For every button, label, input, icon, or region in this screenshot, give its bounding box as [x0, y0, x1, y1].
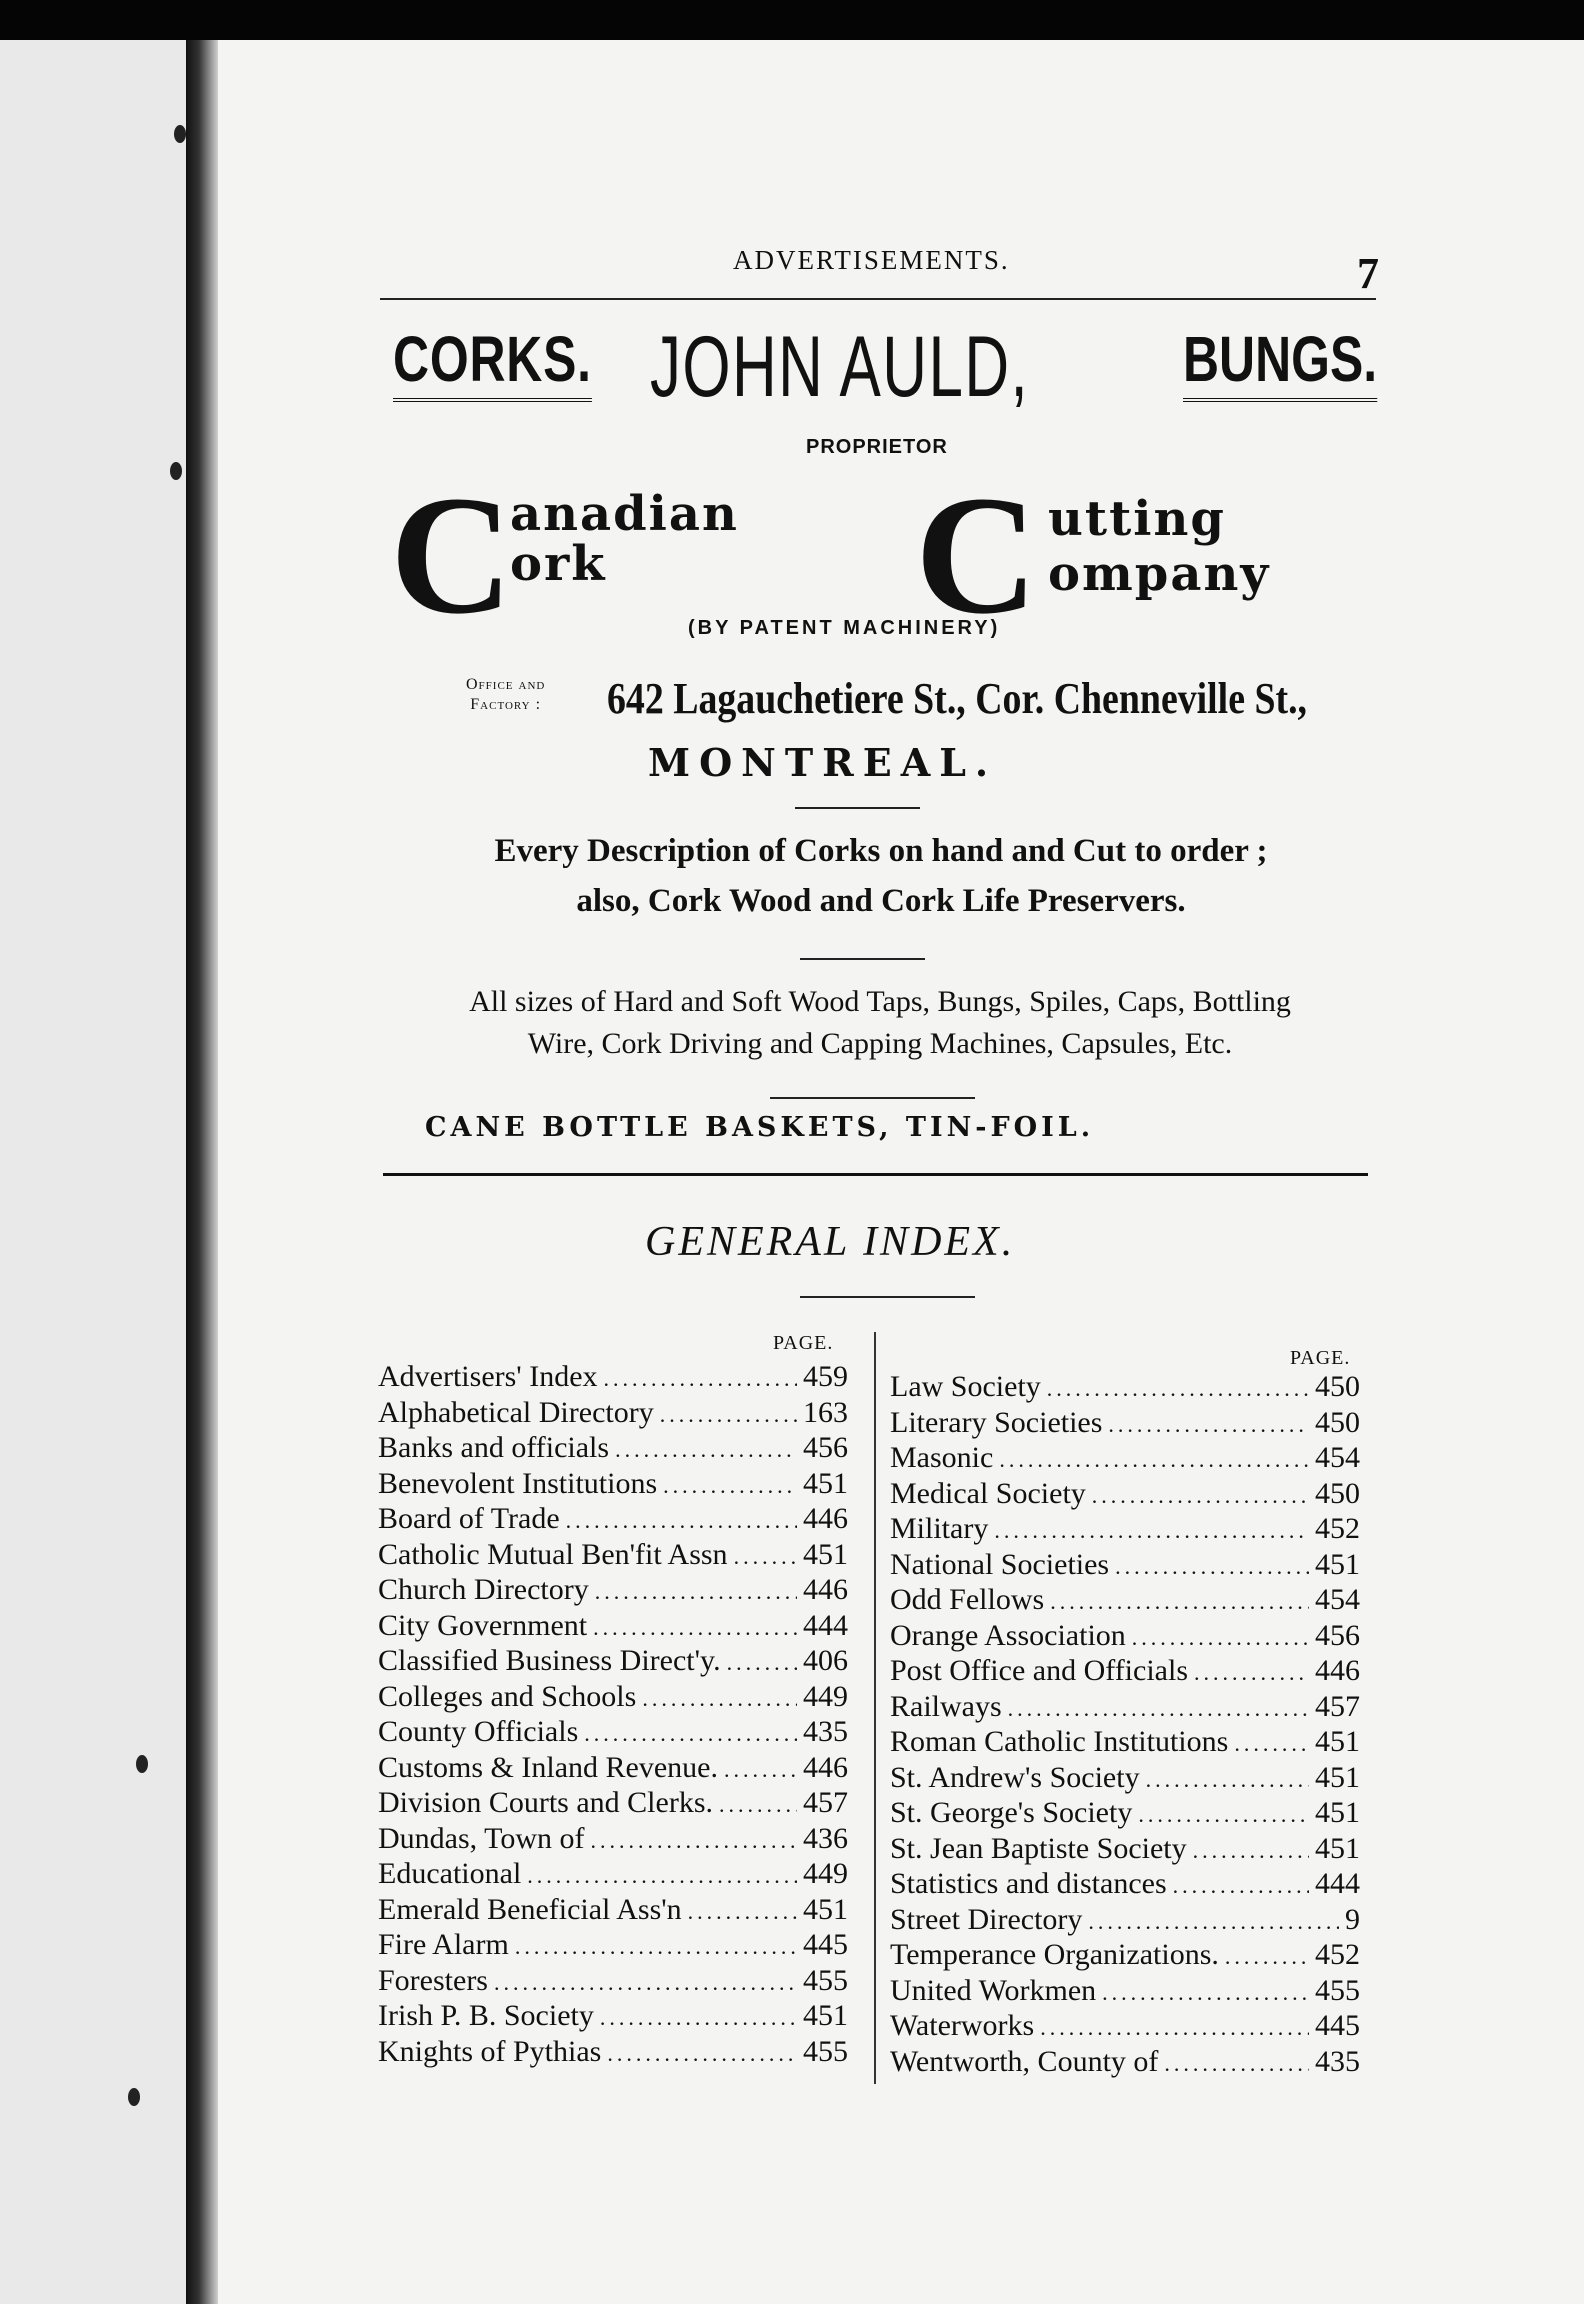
dot-leader	[615, 1437, 797, 1463]
index-entry	[890, 1619, 1360, 1654]
index-entry	[378, 1644, 848, 1679]
dot-leader	[1102, 1980, 1309, 2006]
dot-leader	[1050, 1589, 1309, 1615]
index-page-header-left: PAGE.	[773, 1332, 834, 1354]
index-entry-page: 163	[803, 1395, 848, 1429]
index-entry-page: 9	[1345, 1902, 1360, 1936]
index-entry-name: Statistics and distances	[890, 1867, 1167, 1900]
index-entry-name: Orange Association	[890, 1618, 1126, 1652]
dot-leader	[1234, 1731, 1309, 1757]
dot-leader	[734, 1544, 797, 1570]
ad-bottom-rule	[383, 1173, 1368, 1176]
dot-leader	[1164, 2051, 1309, 2077]
index-entry	[378, 1893, 848, 1928]
index-entry-page: 445	[803, 1928, 848, 1961]
index-entry	[378, 2035, 848, 2070]
scan-speck	[174, 125, 186, 143]
index-entry	[378, 1431, 848, 1466]
index-entry-page: 444	[803, 1608, 848, 1642]
index-entry-page: 451	[1315, 1796, 1360, 1829]
dot-leader	[1047, 1376, 1309, 1402]
company-word-cutting: utting	[1048, 491, 1226, 547]
index-entry-page: 451	[803, 1999, 848, 2032]
ad-address: 642 Lagauchetiere St., Cor. Chenneville St.,	[607, 674, 1308, 723]
index-entry	[890, 1974, 1360, 2009]
dot-leader	[1008, 1696, 1309, 1722]
index-entry-name: Emerald Beneficial Ass'n	[378, 1892, 682, 1926]
index-entry-name: County Officials	[378, 1715, 579, 1748]
index-entry	[890, 1725, 1360, 1760]
index-entry-page: 456	[803, 1431, 848, 1464]
index-entry-name: Colleges and Schools	[378, 1679, 637, 1713]
dot-leader	[1194, 1660, 1309, 1686]
index-entry-page: 452	[1315, 1512, 1360, 1545]
index-entry-name: Medical Society	[890, 1476, 1086, 1510]
company-word-canadian: anadian	[510, 486, 739, 542]
index-entry-name: Classified Business Direct'y.	[378, 1644, 721, 1677]
dot-leader	[1108, 1412, 1309, 1438]
index-entry-name: Benevolent Institutions	[378, 1466, 658, 1500]
office-label-line2: Factory :	[470, 696, 542, 713]
dot-leader	[1225, 1944, 1309, 1970]
office-label-line1: Office and	[466, 676, 546, 693]
dot-leader	[724, 1757, 797, 1783]
index-entry	[890, 1441, 1360, 1476]
index-entry-page: 452	[1315, 1938, 1360, 1971]
index-entry-page: 454	[1315, 1583, 1360, 1616]
index-entry-name: Customs & Inland Revenue.	[378, 1750, 718, 1784]
index-entry-page: 435	[803, 1715, 848, 1748]
dot-leader	[566, 1508, 797, 1534]
dot-leader	[719, 1792, 797, 1818]
index-entry-page: 444	[1315, 1867, 1360, 1900]
dot-leader	[727, 1650, 797, 1676]
index-entry	[890, 1832, 1360, 1867]
index-entry-page: 455	[1315, 1973, 1360, 2007]
index-entry-page: 451	[803, 1466, 848, 1500]
dot-leader	[1092, 1483, 1309, 1509]
index-entry-page: 436	[803, 1821, 848, 1855]
dot-leader	[688, 1899, 797, 1925]
index-entry-page: 455	[803, 2034, 848, 2068]
index-entry-page: 457	[803, 1786, 848, 1819]
index-title: GENERAL INDEX.	[645, 1219, 1016, 1265]
dot-leader	[1138, 1802, 1309, 1828]
index-entry-page: 450	[1315, 1405, 1360, 1439]
divider-short	[800, 958, 925, 960]
index-entry	[890, 1477, 1360, 1512]
ad-city: MONTREAL.	[648, 740, 998, 785]
dot-leader	[999, 1447, 1309, 1473]
index-entry-name: United Workmen	[890, 1973, 1097, 2007]
index-entry-name: Literary Societies	[890, 1405, 1103, 1439]
ad-sizes-line2: Wire, Cork Driving and Capping Machines, Capsules, Etc.	[527, 1027, 1233, 1060]
index-entry	[378, 1609, 848, 1644]
index-entry	[378, 1467, 848, 1502]
dot-leader	[994, 1518, 1309, 1544]
index-entry-page: 406	[803, 1644, 848, 1677]
index-entry	[378, 1396, 848, 1431]
dot-leader	[494, 1970, 797, 1996]
index-entry-page: 457	[1315, 1689, 1360, 1723]
index-entry-name: Masonic	[890, 1441, 994, 1474]
index-entry-page: 451	[1315, 1547, 1360, 1581]
index-entry	[378, 1502, 848, 1537]
dot-leader	[1088, 1909, 1339, 1935]
index-entry-page: 435	[1315, 2044, 1360, 2078]
index-entry-name: Odd Fellows	[890, 1583, 1045, 1616]
index-entry-page: 446	[803, 1750, 848, 1784]
index-entry	[890, 1903, 1360, 1938]
index-entry-name: Foresters	[378, 1963, 488, 1997]
dot-leader	[663, 1473, 797, 1499]
company-word-company: ompany	[1048, 546, 1271, 602]
dot-leader	[595, 1579, 797, 1605]
dot-leader	[1132, 1625, 1309, 1651]
index-entry-name: Church Directory	[378, 1573, 589, 1606]
dot-leader	[527, 1863, 797, 1889]
index-entry-page: 446	[1315, 1654, 1360, 1687]
index-entry-name: Railways	[890, 1689, 1002, 1723]
index-entry	[890, 1867, 1360, 1902]
index-entry	[890, 1512, 1360, 1547]
index-entry	[378, 1715, 848, 1750]
index-entry-name: St. Jean Baptiste Society	[890, 1831, 1187, 1865]
index-entry-name: Fire Alarm	[378, 1928, 509, 1961]
ad-cane-line: CANE BOTTLE BASKETS, TIN-FOIL.	[425, 1112, 1095, 1143]
dot-leader	[642, 1686, 797, 1712]
scan-speck	[128, 2088, 140, 2106]
index-entry-page: 451	[803, 1892, 848, 1926]
index-entry-page: 454	[1315, 1441, 1360, 1474]
index-entry-page: 449	[803, 1679, 848, 1713]
index-entry-page: 450	[1315, 1476, 1360, 1510]
index-entry-page: 451	[1315, 1725, 1360, 1758]
index-entry-name: St. Andrew's Society	[890, 1760, 1140, 1794]
index-entry	[378, 1999, 848, 2034]
dot-leader	[584, 1721, 797, 1747]
ad-description-line2: also, Cork Wood and Cork Life Preservers.	[576, 883, 1186, 919]
index-entry-name: Irish P. B. Society	[378, 1999, 594, 2032]
dot-leader	[600, 2005, 797, 2031]
index-entry-page: 455	[803, 1963, 848, 1997]
index-entry-name: Waterworks	[890, 2009, 1035, 2042]
index-entry-page: 450	[1315, 1370, 1360, 1403]
scan-speck	[136, 1755, 148, 1773]
dot-leader	[607, 2041, 797, 2067]
index-entry	[378, 1680, 848, 1715]
index-entry	[378, 1538, 848, 1573]
index-entry-name: Street Directory	[890, 1902, 1083, 1936]
index-entry-name: Post Office and Officials	[890, 1654, 1188, 1687]
index-entry-page: 445	[1315, 2009, 1360, 2042]
dot-leader	[1040, 2015, 1309, 2041]
index-entry	[890, 2009, 1360, 2044]
index-entry	[890, 1583, 1360, 1618]
dot-leader	[1193, 1838, 1309, 1864]
index-entry	[890, 1761, 1360, 1796]
company-word-cork: ork	[510, 536, 607, 592]
index-entry	[890, 2045, 1360, 2080]
index-entry-name: St. George's Society	[890, 1796, 1133, 1829]
index-entry-name: Alphabetical Directory	[378, 1395, 654, 1429]
index-entry-page: 451	[803, 1537, 848, 1571]
company-initial-2: C	[915, 461, 1038, 649]
ad-right-headline: BUNGS.	[1183, 322, 1377, 402]
ad-left-headline: CORKS.	[393, 322, 592, 402]
index-entry-name: Roman Catholic Institutions	[890, 1725, 1229, 1758]
index-entry	[890, 1796, 1360, 1831]
index-entry-name: National Societies	[890, 1547, 1110, 1581]
index-entry	[890, 1406, 1360, 1441]
index-entry	[890, 1654, 1360, 1689]
facing-page-edge	[0, 40, 190, 2304]
dot-leader	[1173, 1873, 1309, 1899]
index-entry-page: 456	[1315, 1618, 1360, 1652]
index-entry-name: Dundas, Town of	[378, 1821, 585, 1855]
index-entry-name: Board of Trade	[378, 1502, 560, 1535]
binding-shadow	[186, 40, 218, 2304]
office-label	[466, 675, 545, 715]
index-entry	[890, 1938, 1360, 1973]
dot-leader	[604, 1366, 797, 1392]
index-entry-page: 446	[803, 1573, 848, 1606]
index-entry	[378, 1964, 848, 1999]
scan-border-top	[0, 0, 1584, 40]
index-entry	[378, 1822, 848, 1857]
index-entry-page: 459	[803, 1360, 848, 1393]
index-entry-name: Knights of Pythias	[378, 2034, 602, 2068]
index-entry-name: Educational	[378, 1857, 522, 1890]
index-entry	[378, 1751, 848, 1786]
ad-description-line1: Every Description of Corks on hand and Cut to order ;	[494, 833, 1268, 869]
divider-short	[795, 807, 920, 809]
divider-short	[770, 1097, 975, 1099]
divider-short	[800, 1296, 975, 1298]
index-entry-name: Catholic Mutual Ben'fit Assn	[378, 1537, 728, 1571]
index-entry-name: City Government	[378, 1608, 588, 1642]
ad-role: PROPRIETOR	[806, 436, 948, 458]
index-entry-page: 446	[803, 1502, 848, 1535]
index-entry-page: 449	[803, 1857, 848, 1890]
index-entry	[890, 1370, 1360, 1405]
index-entry	[378, 1786, 848, 1821]
index-entry-page: 451	[1315, 1760, 1360, 1794]
index-entry-name: Military	[890, 1512, 989, 1545]
index-entry-name: Wentworth, County of	[890, 2044, 1159, 2078]
index-page-header-right: PAGE.	[1290, 1347, 1351, 1369]
ad-sizes-line1: All sizes of Hard and Soft Wood Taps, Bungs, Spiles, Caps, Bottling	[469, 985, 1291, 1018]
dot-leader	[1146, 1767, 1309, 1793]
index-entry	[890, 1548, 1360, 1583]
dot-leader	[593, 1615, 797, 1641]
ad-proprietor-name: JOHN AULD,	[650, 319, 1030, 415]
index-entry	[890, 1690, 1360, 1725]
index-entry-name: Law Society	[890, 1370, 1041, 1403]
index-entry-name: Banks and officials	[378, 1431, 610, 1464]
page-number: 7	[1357, 249, 1379, 298]
index-entry	[378, 1928, 848, 1963]
index-entry	[378, 1360, 848, 1395]
ad-patent-note: (BY PATENT MACHINERY)	[688, 617, 1001, 639]
header-rule	[380, 298, 1376, 300]
dot-leader	[660, 1402, 797, 1428]
company-initial-1: C	[390, 461, 513, 649]
scan-speck	[170, 462, 182, 480]
index-column-divider	[874, 1332, 876, 2084]
index-entry-name: Division Courts and Clerks.	[378, 1786, 713, 1819]
running-head: ADVERTISEMENTS.	[733, 245, 1010, 275]
index-entry	[378, 1857, 848, 1892]
dot-leader	[591, 1828, 798, 1854]
index-entry-name: Advertisers' Index	[378, 1360, 598, 1393]
dot-leader	[1115, 1554, 1309, 1580]
index-entry	[378, 1573, 848, 1608]
index-entry-page: 451	[1315, 1831, 1360, 1865]
dot-leader	[515, 1934, 797, 1960]
index-entry-name: Temperance Organizations.	[890, 1938, 1219, 1971]
